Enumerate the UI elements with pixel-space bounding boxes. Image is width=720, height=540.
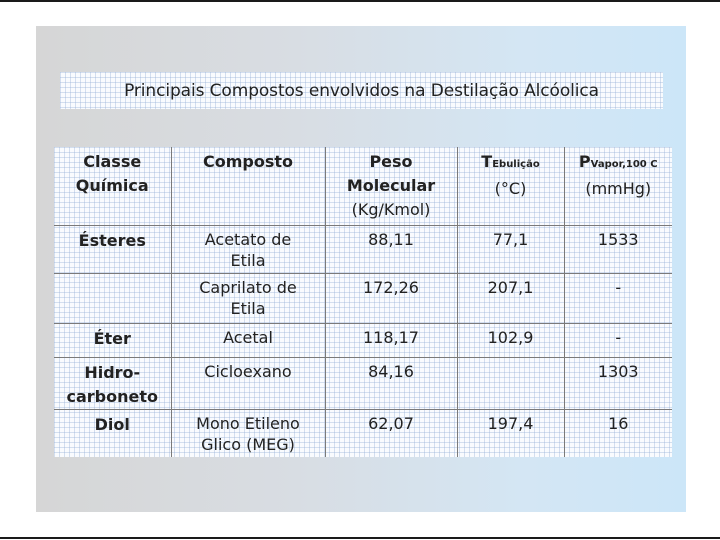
header-composto	[171, 147, 325, 225]
cell-composto	[171, 273, 325, 323]
cell-pvap: 16	[608, 413, 629, 433]
cell-peso: 118,17	[325, 323, 457, 357]
header-peso	[325, 147, 457, 225]
composto-line1: Mono Etileno	[196, 413, 300, 433]
header-peso-line2: Molecular	[346, 176, 436, 195]
classe-line2: carboneto	[66, 386, 158, 406]
cell-classe	[54, 357, 171, 409]
cell-pvap: -	[564, 273, 672, 323]
header-peso-line1: Peso	[369, 152, 413, 171]
cell-composto	[171, 225, 325, 273]
table-row	[54, 323, 672, 357]
composto-line2: Etila	[230, 250, 266, 270]
header-teb	[457, 147, 564, 225]
pvap-subscript: Vapor,100 C	[590, 159, 658, 170]
slide-title: Principais Compostos envolvidos na Destilação Alcóolica	[124, 80, 599, 101]
cell-peso: 88,11	[325, 225, 457, 273]
cell-composto	[171, 409, 325, 457]
cell-pvap: -	[564, 323, 672, 357]
composto-line1: Acetal	[223, 327, 273, 347]
cell-peso: 172,26	[325, 273, 457, 323]
header-classe-line2: Química	[75, 176, 149, 195]
header-classe	[54, 147, 171, 225]
cell-peso: 62,07	[325, 409, 457, 457]
cell-pvap: 1303	[564, 357, 672, 409]
top-border-line	[0, 0, 720, 2]
cell-teb: 197,4	[457, 409, 564, 457]
cell-teb: 207,1	[457, 273, 564, 323]
teb-symbol: T	[481, 152, 493, 171]
header-teb-symbol	[460, 150, 562, 177]
title-box	[60, 72, 663, 109]
pvap-symbol: P	[578, 152, 591, 171]
header-composto-label: Composto	[202, 152, 293, 171]
cell-composto	[171, 323, 325, 357]
composto-line1: Cicloexano	[204, 361, 292, 381]
table-row	[54, 225, 672, 273]
cell-teb: 77,1	[457, 225, 564, 273]
header-pvap-unit: (mmHg)	[585, 179, 652, 198]
classe-line1: Hidro-	[84, 362, 141, 382]
composto-line1: Caprilato de	[199, 277, 297, 297]
cell-classe: Diol	[54, 409, 171, 457]
slide	[36, 26, 686, 512]
cell-composto	[171, 357, 325, 409]
header-teb-unit: (°C)	[494, 179, 527, 198]
composto-line2: Etila	[230, 298, 266, 318]
header-classe-line1: Classe	[83, 152, 142, 171]
table-row	[54, 357, 672, 409]
table-row	[54, 273, 672, 323]
cell-pvap: 1533	[564, 225, 672, 273]
cell-classe: Éter	[54, 323, 171, 357]
cell-classe: Ésteres	[54, 225, 171, 273]
teb-subscript: Ebulição	[492, 159, 540, 170]
header-pvap-symbol	[567, 150, 671, 177]
cell-peso: 84,16	[325, 357, 457, 409]
header-row	[54, 147, 672, 225]
bottom-border-line	[0, 537, 720, 539]
compounds-table	[54, 147, 672, 457]
header-peso-unit: (Kg/Kmol)	[351, 200, 431, 219]
cell-classe	[54, 273, 171, 323]
composto-line1: Acetato de	[204, 229, 292, 249]
cell-teb	[457, 357, 564, 409]
cell-teb: 102,9	[457, 323, 564, 357]
header-pvap	[564, 147, 672, 225]
table-row	[54, 409, 672, 457]
composto-line2: Glico (MEG)	[201, 434, 295, 454]
